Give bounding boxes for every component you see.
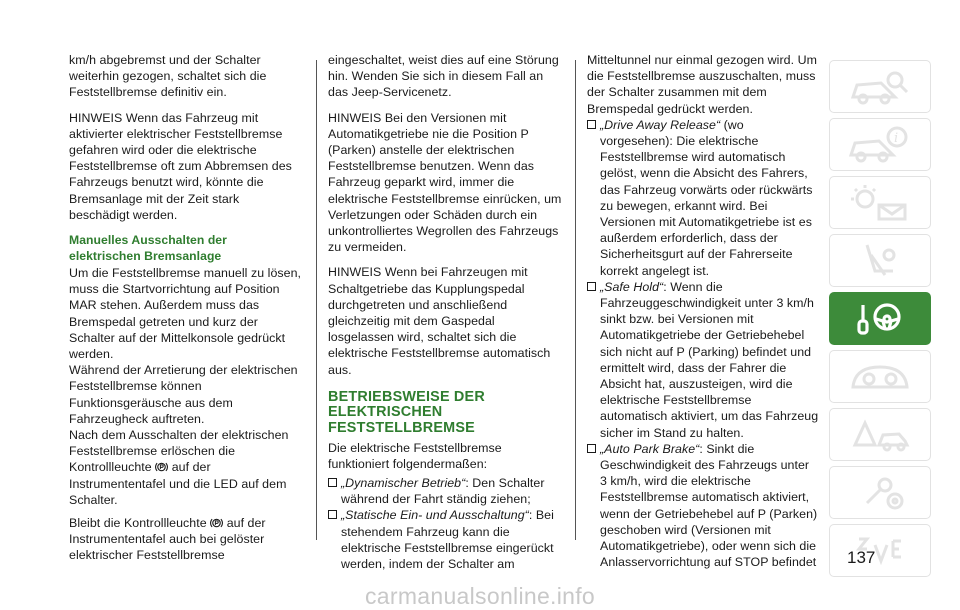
list-item: „Auto Park Brake“: Sinkt die Geschwindigkeit des Fahrzeugs unter 3 km/h, wird die elektrische Feststellbremse automatisch aktiviert, wenn der Getriebehebel auf P (Parken) geschoben wird (Versionen mit Automatikgetriebe), oder wenn sich die Anlasservorrichtung auf STOP befindet xyxy=(587,441,819,571)
column-divider xyxy=(316,60,317,540)
tab-car-search[interactable] xyxy=(829,60,931,113)
paragraph: km/h abgebremst und der Schalter weiterhin gezogen, schaltet sich die Feststellbremse definitiv ein. xyxy=(69,53,267,100)
list-item: „Drive Away Release“ (wo vorgesehen): Die elektrische Feststellbremse wird automatisch gelöst, wenn die Absicht des Fahrers, das Fahrzeug vorwärts oder rückwärts zu bewegen, erkannt wird. Bei Versionen mit Automatikgetriebe ist es außerdem erforderlich, dass der Sicherheitsgurt auf der Fahrerseite korrekt angelegt ist. xyxy=(587,117,819,279)
car-search-icon xyxy=(845,67,915,107)
car-seat-safety-icon xyxy=(845,241,915,281)
list-item: „Safe Hold“: Wenn die Fahrzeuggeschwindigkeit unter 3 km/h sinkt bzw. bei Versionen mit Automatikgetriebe der Getriebehebel sich nicht auf P (Parking) befindet und ermittelt wird, dass der Fahrer die Absicht hat, auszusteigen, wird die elektrische Feststellbremse automatisch aktiviert, um das Fahrzeug sicher im Stand zu halten. xyxy=(587,279,819,441)
tab-emergency[interactable] xyxy=(829,408,931,461)
section-heading: BETRIEBSWEISE DER ELEKTRISCHEN FESTSTELLBREMSE xyxy=(328,388,485,437)
warning-light-message-icon xyxy=(845,183,915,223)
breakdown-triangle-icon xyxy=(845,415,915,455)
paragraph: Die elektrische Feststellbremse funktioniert folgendermaßen: xyxy=(328,440,502,471)
bullet-square-icon xyxy=(587,444,596,453)
watermark: carmanualsonline.info xyxy=(364,583,596,609)
parking-brake-warning-icon xyxy=(210,517,223,529)
svg-text:i: i xyxy=(894,130,899,146)
bullet-square-icon xyxy=(587,282,596,291)
note-paragraph: HINWEIS Wenn bei Fahrzeugen mit Schaltgetriebe das Kupplungspedal durchgetreten und anschließend gleichzeitig mit dem Gaspedal losgelassen wird, schaltet sich die elektrische Feststellbremse automatisch aus. xyxy=(328,265,551,377)
tab-warning-lights[interactable] xyxy=(829,176,931,229)
maintenance-wrench-icon xyxy=(845,473,915,513)
bullet-square-icon xyxy=(587,120,596,129)
bullet-square-icon xyxy=(328,478,337,487)
list-item: „Statische Ein- und Ausschaltung“: Bei stehendem Fahrzeug kann die elektrische Feststellbremse eingerückt werden, indem der Schalter am xyxy=(328,507,564,572)
text-column-2 xyxy=(328,52,564,572)
tab-maintenance[interactable] xyxy=(829,466,931,519)
paragraph: Während der Arretierung der elektrischen Feststellbremse können Funktionsgeräusche aus dem Fahrzeugheck auftreten. xyxy=(69,363,298,426)
car-info-icon xyxy=(845,125,915,165)
key-steering-wheel-icon xyxy=(845,299,915,339)
tab-technical-data[interactable] xyxy=(829,524,931,577)
section-subheading: Manuelles Ausschalten der elektrischen Bremsanlage xyxy=(69,233,227,264)
note-paragraph: HINWEIS Bei den Versionen mit Automatikgetriebe nie die Position P (Parken) anstelle der elektrischen Feststellbremse benutzen. Wenn das Fahrzeug geparkt wird, immer die elektrische Feststellbremse einrücken, um Verletzungen oder Schäden durch ein unkontrolliertes Wegrollen des Fahrzeugs zu vermeiden. xyxy=(328,110,562,255)
car-dashboard-icon xyxy=(845,357,915,397)
tab-car-info[interactable] xyxy=(829,118,931,171)
page-number: 137 xyxy=(847,548,876,567)
bullet-square-icon xyxy=(328,510,337,519)
parking-brake-warning-icon xyxy=(155,461,168,473)
paragraph: Nach dem Ausschalten der elektrischen Feststellbremse erlöschen die Kontrollleuchte auf der Instrumententafel und die LED auf dem Schalter. xyxy=(69,428,289,507)
text-column-3 xyxy=(587,52,819,571)
paragraph: eingeschaltet, weist dies auf eine Störung hin. Wenden Sie sich in diesem Fall an das Jeep-Servicenetz. xyxy=(328,53,559,100)
paragraph: Mitteltunnel nur einmal gezogen wird. Um die Feststellbremse auszuschalten, muss der Schalter zusammen mit dem Bremspedal gedrückt werden. xyxy=(587,53,817,116)
list-item: „Dynamischer Betrieb“: Den Schalter während der Fahrt ständig ziehen; xyxy=(328,475,564,507)
column-divider xyxy=(575,60,576,540)
paragraph: Um die Feststellbremse manuell zu lösen, muss die Startvorrichtung auf Position MAR stehen. Außerdem muss das Bremspedal getreten und kurz der Schalter auf der Mittelkonsole gedrückt werden. xyxy=(69,266,302,362)
tab-starting-driving[interactable] xyxy=(829,292,931,345)
tab-safety[interactable] xyxy=(829,234,931,287)
paragraph: Bleibt die Kontrollleuchte auf der Instrumententafel auch bei gelöster elektrischer Feststellbremse xyxy=(69,516,266,563)
note-paragraph: HINWEIS Wenn das Fahrzeug mit aktivierter elektrischer Feststellbremse gefahren wird oder die elektrische Feststellbremse oft zum Abbremsen des Fahrzeugs benutzt wird, könnte die Bremsanlage mit der Zeit stark beschädigt werden. xyxy=(69,110,292,222)
text-column-1 xyxy=(69,52,301,573)
tab-dashboard[interactable] xyxy=(829,350,931,403)
